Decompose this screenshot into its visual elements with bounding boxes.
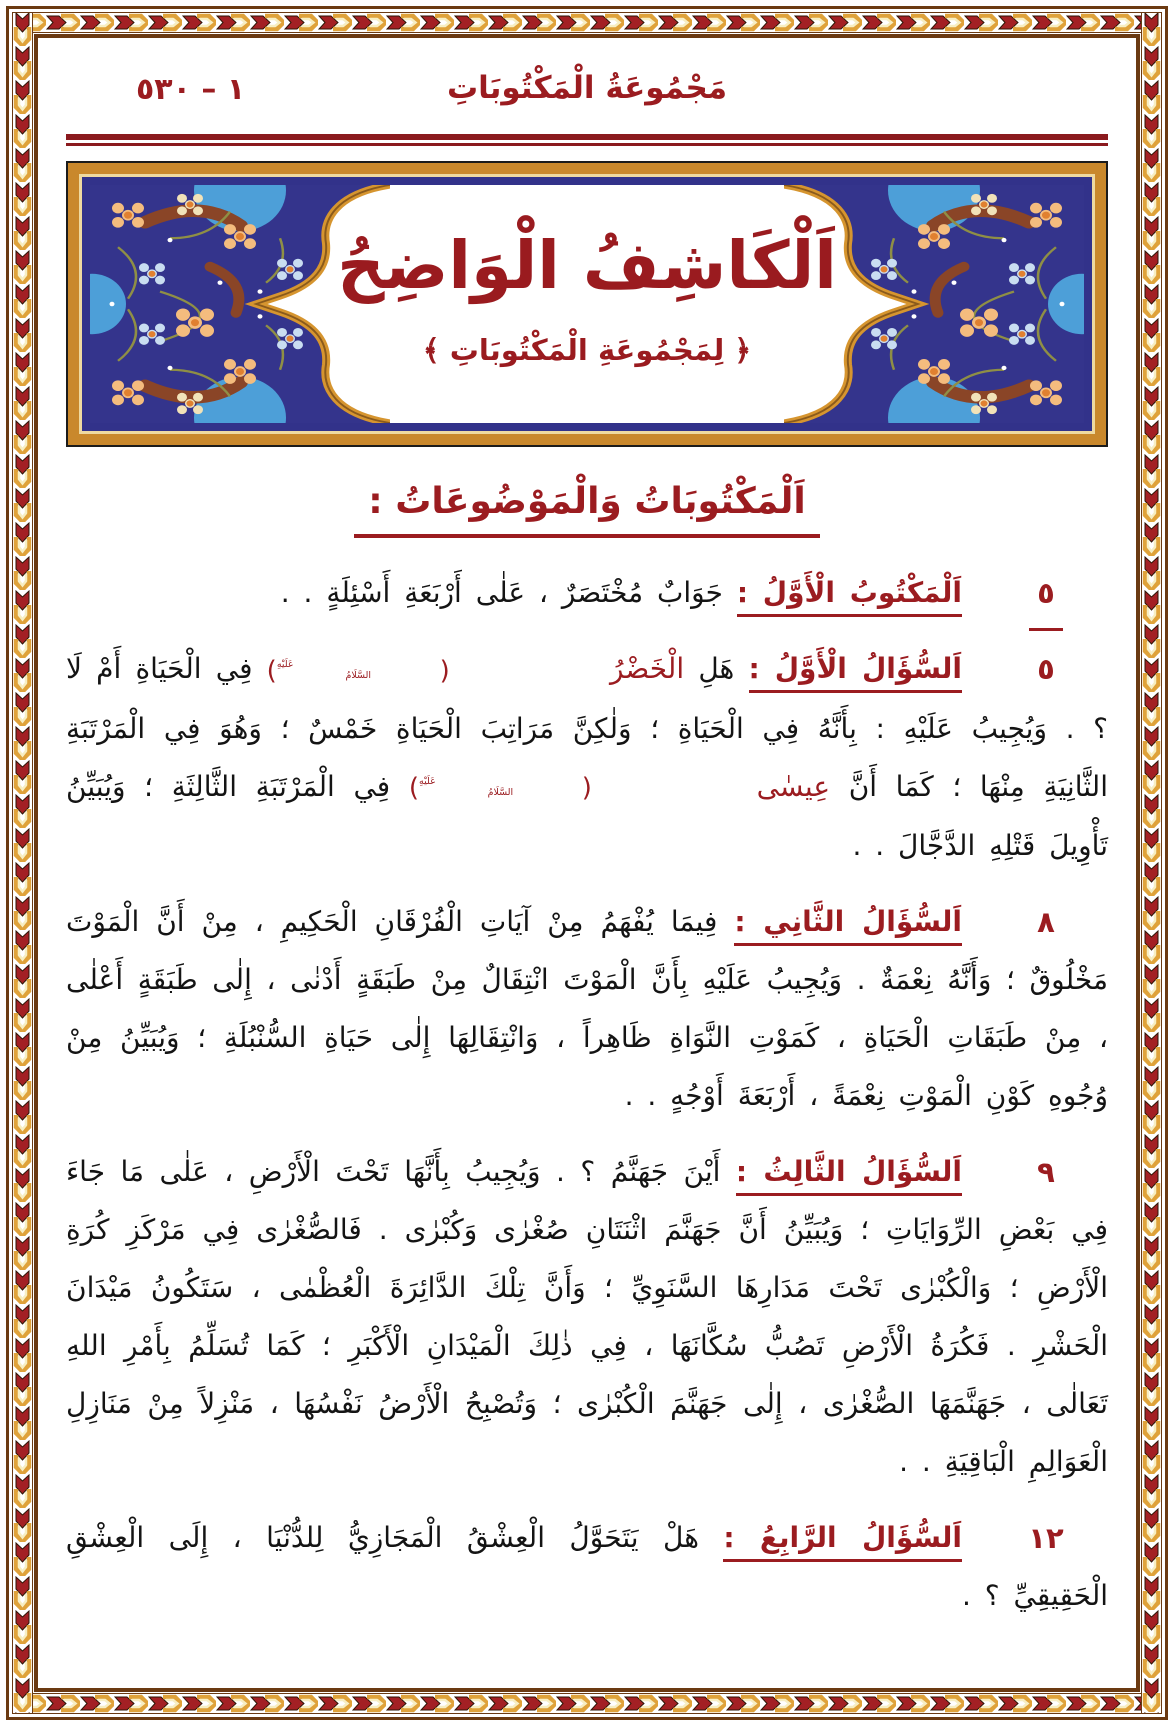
entry-number: ٨: [1037, 905, 1055, 939]
entry-text: أَيْنَ جَهَنَّمُ ؟ . وَيُجِيبُ بِأَنَّهَا تَحْتَ الْأَرْضِ ، عَلٰى مَا جَاءَ فِي بَعْضِ الرِّوَايَاتِ ؛ وَيُبَيِّنُ أَنَّ جَهَنَّمَ اثْنَتَانِ صُغْرٰى وَكُبْرٰى . فَالصُّغْرٰى فِي مَرْكَزِ كُرَةِ الْأَرْضِ ؛ وَالْكُبْرٰى تَحْتَ مَدَارِهَا السَّنَوِيِّ ؛ وَأَنَّ تِلْكَ الدَّائِرَةَ الْعُظْمٰى ، سَتَكُونُ مَيْدَانَ الْحَشْرِ . فَكُرَةُ الْأَرْضِ تَصُبُّ سُكَّانَهَا ، فِي ذٰلِكَ الْمَيْدَانِ الْأَكْبَرِ ؛ كَمَا تُسَلِّمُ بِأَمْرِ اللهِ تَعَالٰى ، جَهَنَّمَهَا الصُّغْرٰى ، إِلٰى جَهَنَّمَ الْكُبْرٰى ؛ وَتُصْبِحُ الْأَرْضُ نَفْسُهَا ، مَنْزِلاً مِنْ مَنَازِلِ الْعَوَالِمِ الْبَاقِيَةِ . .: [66, 1155, 1108, 1478]
banner-title: اَلْكَاشِفُ الْوَاضِحُ: [337, 227, 837, 304]
entry-text: هَلِ: [684, 652, 749, 685]
banner-subtitle: ﴿ لِمَجْمُوعَةِ الْمَكْتُوبَاتِ ﴾: [422, 333, 752, 367]
entry-number: ٥: [1037, 652, 1055, 686]
entry-row: [66, 640, 1108, 875]
entry-text-highlight: عِيسٰى: [756, 769, 831, 803]
entry-row: [66, 564, 1108, 622]
book-title: مَجْمُوعَةُ الْمَكْتُوبَاتِ: [446, 70, 728, 106]
entry-number: ١٢: [1028, 1521, 1064, 1555]
entry-label: اَلْمَكْتُوبُ الْأَوَّلُ :: [737, 576, 962, 617]
banner-navy-frame: [79, 174, 1095, 434]
entry-number: ٥: [988, 564, 1104, 631]
page-content: [66, 44, 1108, 1682]
chain-border-bottom: [12, 1693, 1162, 1714]
header-rule-thin: [66, 143, 1108, 146]
entry-row: [66, 1143, 1108, 1491]
entry-row: [66, 1509, 1108, 1625]
entry-label: اَلسُّؤَالُ الْأَوَّلُ :: [749, 652, 963, 693]
entry-label: اَلسُّؤَالُ الرَّابِعُ :: [723, 1521, 962, 1562]
entry-label: اَلسُّؤَالُ الثَّالِثُ :: [736, 1155, 962, 1196]
entry-text: فِي الْمَرْتَبَةِ الثَّالِثَةِ ؛ وَيُبَيِّنُ تَأْوِيلَ قَتْلِهِ الدَّجَّالَ . .: [66, 769, 1108, 862]
entry-label: اَلسُّؤَالُ الثَّانِي :: [734, 905, 962, 946]
entry-text: [738, 770, 757, 803]
title-banner: [66, 161, 1108, 447]
running-header: [66, 70, 1108, 118]
chain-border-left: [12, 12, 33, 1714]
page-number: ١ – ٥٣٠: [136, 72, 246, 107]
entry-text: هَلْ يَتَحَوَّلُ الْعِشْقُ الْمَجَازِيُّ لِلدُّنْيَا ، إِلَى الْعِشْقِ الْحَقِيقِيِّ ؟ .: [66, 1521, 1108, 1612]
banner-inner: [90, 185, 1084, 423]
entry-row: [66, 893, 1108, 1125]
chain-border-top: [12, 12, 1162, 33]
entry-text: فِيمَا يُفْهَمُ مِنْ آيَاتِ الْفُرْقَانِ الْحَكِيمِ ، مِنْ أَنَّ الْمَوْتَ مَخْلُوقٌ ؛ وَأَنَّهُ نِعْمَةٌ . وَيُجِيبُ عَلَيْهِ بِأَنَّ الْمَوْتَ انْتِقَالٌ مِنْ طَبَقَةٍ أَدْنٰى ، إِلٰى طَبَقَةٍ أَعْلٰى ، مِنْ طَبَقَاتِ الْحَيَاةِ ، كَمَوْتِ النَّوَاةِ ظَاهِراً ، وَانْتِقَالِهَا إِلٰى حَيَاةِ السُّنْبُلَةِ ؛ وَيُبَيِّنُ مِنْ وُجُوهِ كَوْنِ الْمَوْتِ نِعْمَةً ، أَرْبَعَةَ أَوْجُهٍ . .: [66, 905, 1108, 1112]
entry-number: ٩: [1037, 1155, 1055, 1189]
entry-text: جَوَابٌ مُخْتَصَرٌ ، عَلٰى أَرْبَعَةِ أَسْئِلَةٍ . .: [280, 576, 737, 609]
header-rule-thick: [66, 134, 1108, 140]
entry-text: [596, 652, 610, 685]
honorific-alayhissalam-mark: (عَلَيْهِ السَّلَامُ): [408, 773, 592, 803]
entry-text-highlight: الْخَضْرُ: [609, 652, 685, 685]
honorific-alayhissalam-mark: (عَلَيْهِ السَّلَامُ): [266, 655, 450, 686]
entries-list: [66, 564, 1108, 1625]
section-heading: اَلْمَكْتُوبَاتُ وَالْمَوْضُوعَاتُ :: [354, 481, 819, 538]
chain-border-right: [1141, 12, 1162, 1714]
entry-text: فِي الْحَيَاةِ أَمْ لَا ؟ . وَيُجِيبُ عَلَيْهِ : بِأَنَّهُ فِي الْحَيَاةِ ؛ وَلٰكِنَّ مَرَاتِبَ الْحَيَاةِ خَمْسٌ ؛ وَهُوَ فِي الْمَرْتَبَةِ الثَّانِيَةِ مِنْهَا ؛ كَمَا أَنَّ: [66, 652, 1108, 803]
banner-text-area: [90, 185, 1084, 423]
